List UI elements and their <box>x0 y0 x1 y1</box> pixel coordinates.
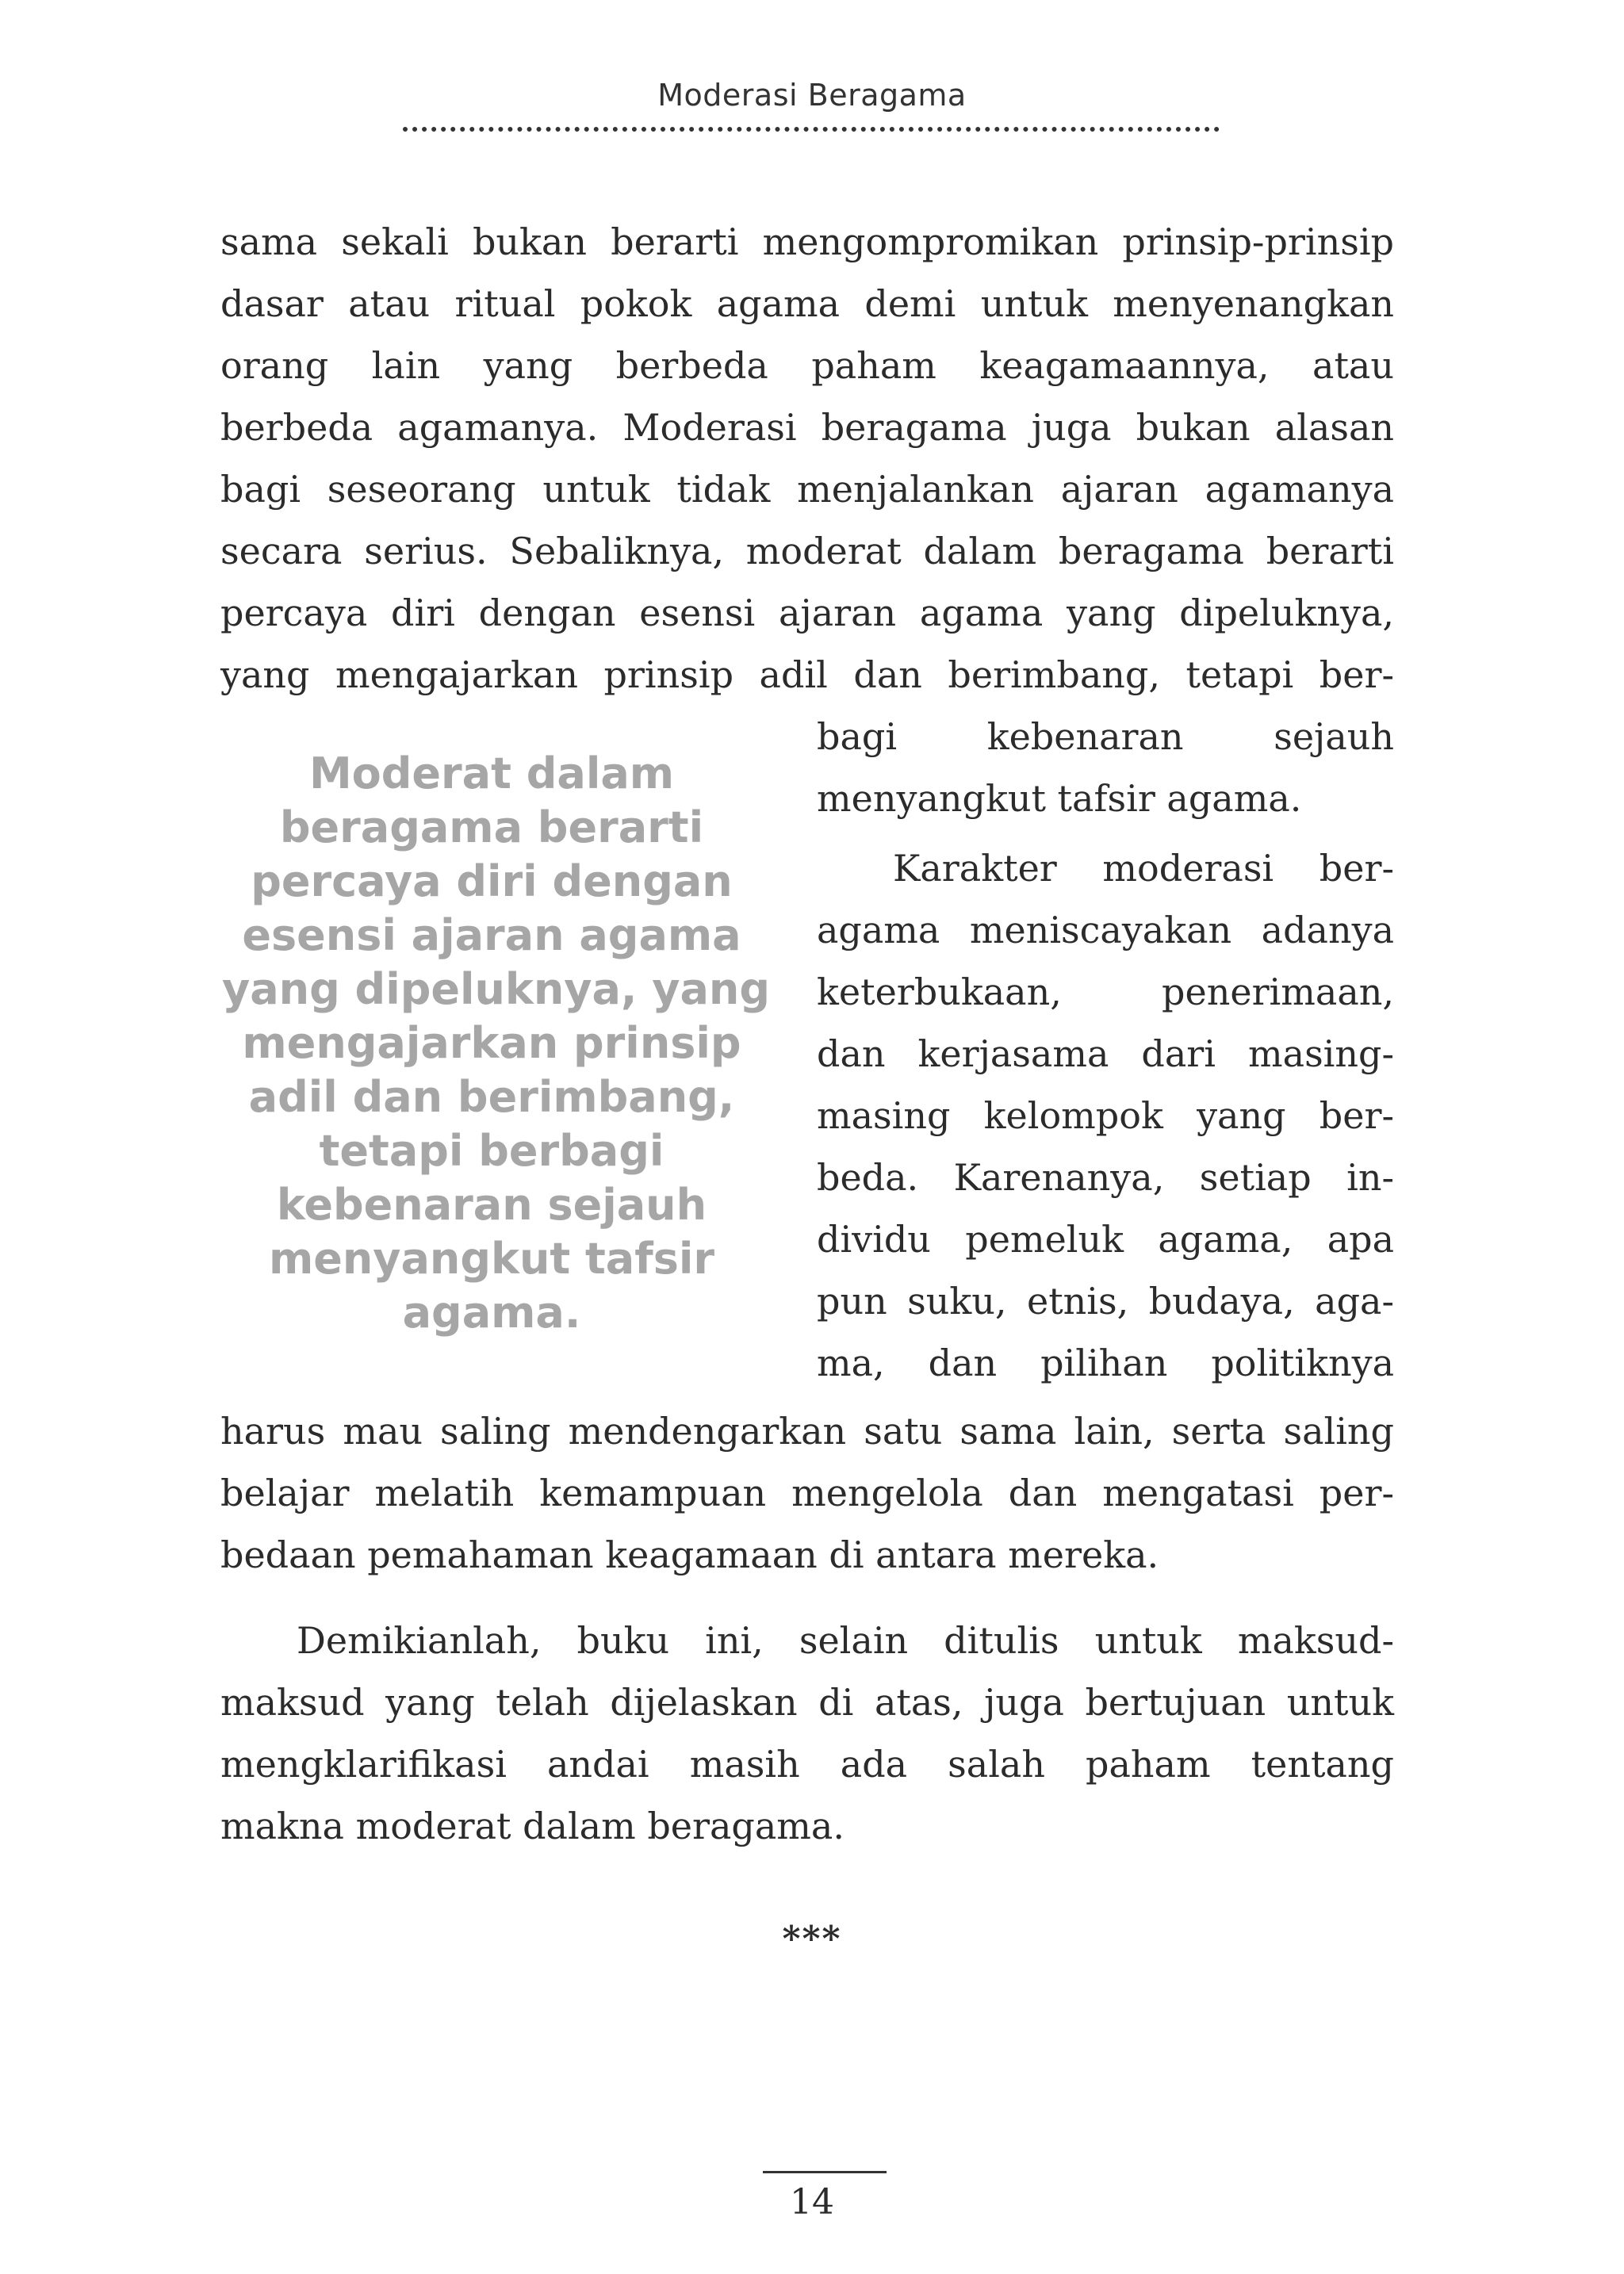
pull-quote-line: beragama berarti <box>279 802 704 852</box>
bottom-paragraph <box>220 1400 1394 1586</box>
text-line: sama sekali bukan berarti mengompromikan prinsip-prinsip <box>220 220 1394 263</box>
pull-quote <box>222 747 770 1340</box>
header-dotted-rule <box>403 127 1220 132</box>
pull-quote-line: yang dipeluknya, yang <box>222 964 770 1014</box>
paragraph-gap <box>817 829 1394 837</box>
pull-quote-line: tetapi berbagi <box>319 1126 665 1176</box>
text-line: percaya diri dengan esensi ajaran agama yang dipeluknya, <box>220 591 1394 634</box>
pull-quote-line: esensi ajaran agama <box>242 910 741 960</box>
text-line: secara serius. Sebaliknya, moderat dalam beragama berarti <box>220 530 1394 572</box>
top-paragraph <box>220 211 1394 706</box>
text-line: keterbukaan, penerimaan, <box>817 970 1394 1013</box>
text-line: makna moderat dalam beragama. <box>220 1805 845 1847</box>
text-line: mengklarifikasi andai masih ada salah paham tentang <box>220 1743 1394 1786</box>
text-line: bedaan pemahaman keagamaan di antara mereka. <box>220 1533 1159 1576</box>
text-line: Karakter moderasi ber- <box>893 847 1394 890</box>
text-line: bagi seseorang untuk tidak menjalankan ajaran agamanya <box>220 468 1394 511</box>
pull-quote-line: percaya diri dengan <box>251 856 733 906</box>
text-line: belajar melatih kemampuan mengelola dan mengatasi per- <box>220 1472 1394 1514</box>
page-number-rule <box>763 2171 887 2173</box>
text-line: ma, dan pilihan politiknya <box>817 1342 1394 1384</box>
pull-quote-line: menyangkut tafsir <box>268 1234 715 1284</box>
text-line: orang lain yang berbeda paham keagamaannya, atau <box>220 344 1394 387</box>
page-number: 14 <box>790 2182 834 2222</box>
running-header: Moderasi Beragama <box>657 78 967 113</box>
text-line: masing kelompok yang ber- <box>817 1094 1394 1137</box>
text-line: yang mengajarkan prinsip adil dan berimbang, tetapi ber- <box>220 653 1394 696</box>
pull-quote-line: mengajarkan prinsip <box>242 1018 741 1068</box>
pull-quote-line: Moderat dalam <box>308 748 675 798</box>
text-line: berbeda agamanya. Moderasi beragama juga bukan alasan <box>220 406 1394 449</box>
text-line: bagi kebenaran sejauh <box>817 715 1394 758</box>
right-column-text <box>817 706 1394 1394</box>
text-line: dan kerjasama dari masing- <box>817 1032 1394 1075</box>
text-line: harus mau saling mendengarkan satu sama lain, serta saling <box>220 1410 1394 1453</box>
pull-quote-line: adil dan berimbang, <box>248 1072 735 1122</box>
pull-quote-line: kebenaran sejauh <box>276 1180 707 1230</box>
text-line: menyangkut tafsir agama. <box>817 777 1302 820</box>
text-line: pun suku, etnis, budaya, aga- <box>817 1280 1394 1323</box>
text-line: agama meniscayakan adanya <box>817 909 1394 951</box>
section-separator: *** <box>782 1919 842 1959</box>
text-line: maksud yang telah dijelaskan di atas, juga bertujuan untuk <box>220 1681 1394 1724</box>
text-line: dividu pemeluk agama, apa <box>817 1218 1394 1261</box>
final-paragraph <box>220 1610 1394 1857</box>
text-line: beda. Karenanya, setiap in- <box>817 1156 1394 1199</box>
pull-quote-line: agama. <box>402 1288 581 1338</box>
text-line: Demikianlah, buku ini, selain ditulis untuk maksud- <box>297 1619 1394 1662</box>
text-line: dasar atau ritual pokok agama demi untuk menyenangkan <box>220 282 1394 325</box>
